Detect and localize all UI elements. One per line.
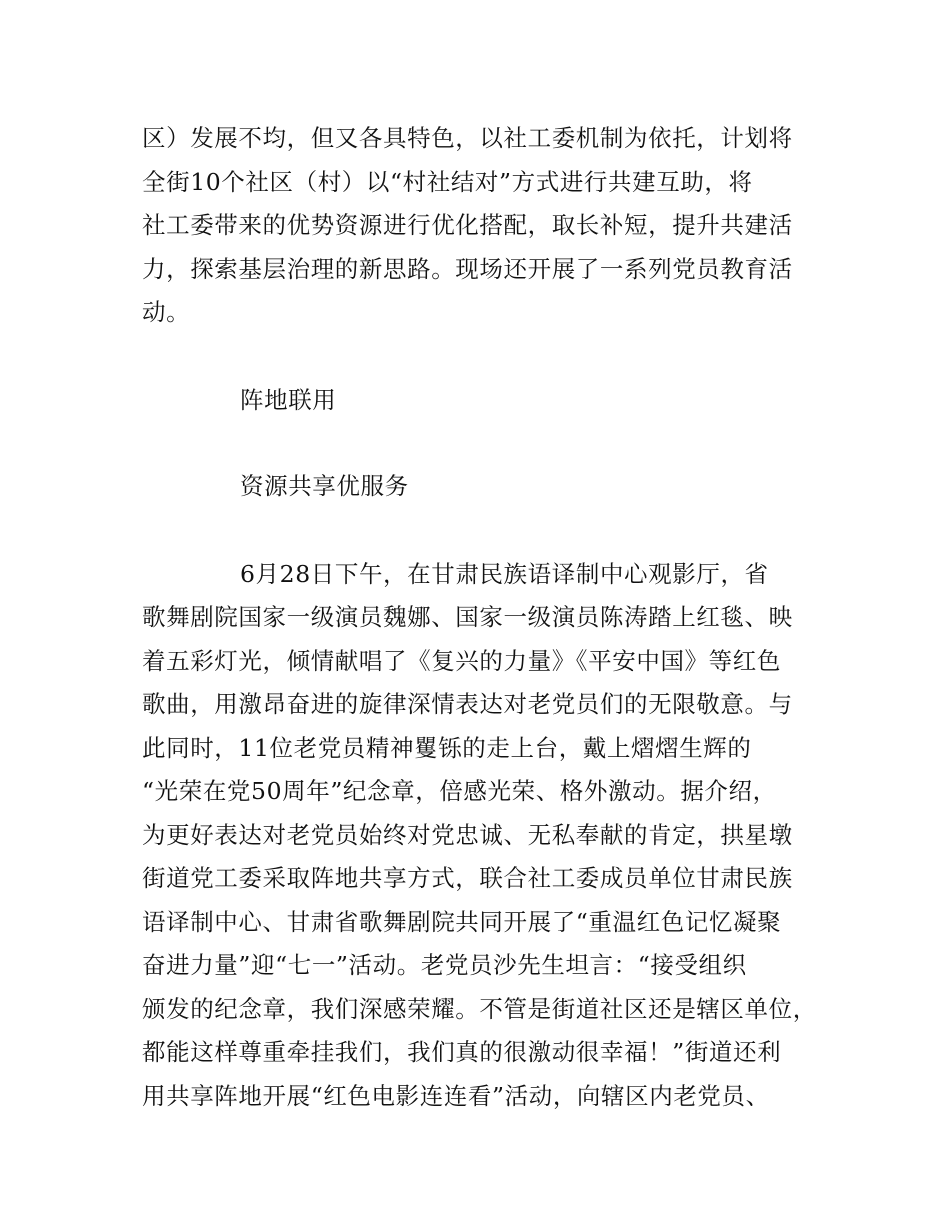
paragraph-line: 力，探索基层治理的新思路。现场还开展了一系列党员教育活	[142, 255, 793, 283]
paragraph-line: 6月28日下午，在甘肃民族语译制中心观影厅，省	[240, 560, 769, 588]
paragraph-line: “光荣在党50周年”纪念章，倍感光荣、格外激动。据介绍，	[142, 777, 777, 805]
paragraph-line: 都能这样尊重牵挂我们，我们真的很激动很幸福！”街道还利	[142, 1038, 782, 1066]
paragraph-line: 此同时，11位老党员精神矍铄的走上台，戴上熠熠生辉的	[142, 734, 752, 762]
paragraph-line: 为更好表达对老党员始终对党忠诚、无私奉献的肯定，拱星墩	[142, 821, 793, 849]
paragraph-line: 动。	[142, 298, 191, 326]
paragraph-line: 街道党工委采取阵地共享方式，联合社工委成员单位甘肃民族	[142, 864, 793, 892]
paragraph-line: 歌曲，用激昂奋进的旋律深情表达对老党员们的无限敬意。与	[142, 690, 793, 718]
paragraph-line: 歌舞剧院国家一级演员魏娜、国家一级演员陈涛踏上红毯、映	[142, 603, 793, 631]
section-subheading: 资源共享优服务	[240, 472, 409, 500]
section-heading: 阵地联用	[240, 386, 337, 414]
paragraph-line: 用共享阵地开展“红色电影连连看”活动，向辖区内老党员、	[142, 1082, 770, 1110]
paragraph-line: 奋进力量”迎“七一”活动。老党员沙先生坦言：“接受组织	[142, 951, 747, 979]
paragraph-line: 区）发展不均，但又各具特色，以社工委机制为依托，计划将	[142, 124, 793, 152]
paragraph-line: 颁发的纪念章，我们深感荣耀。不管是街道社区还是辖区单位，	[142, 995, 817, 1023]
paragraph-line: 语译制中心、甘肃省歌舞剧院共同开展了“重温红色记忆凝聚	[142, 908, 782, 936]
paragraph-line: 着五彩灯光，倾情献唱了《复兴的力量》《平安中国》等红色	[142, 647, 781, 675]
paragraph-line: 社工委带来的优势资源进行优化搭配，取长补短，提升共建活	[142, 211, 793, 239]
paragraph-line: 全街10个社区（村）以“村社结对”方式进行共建互助，将	[142, 168, 753, 196]
